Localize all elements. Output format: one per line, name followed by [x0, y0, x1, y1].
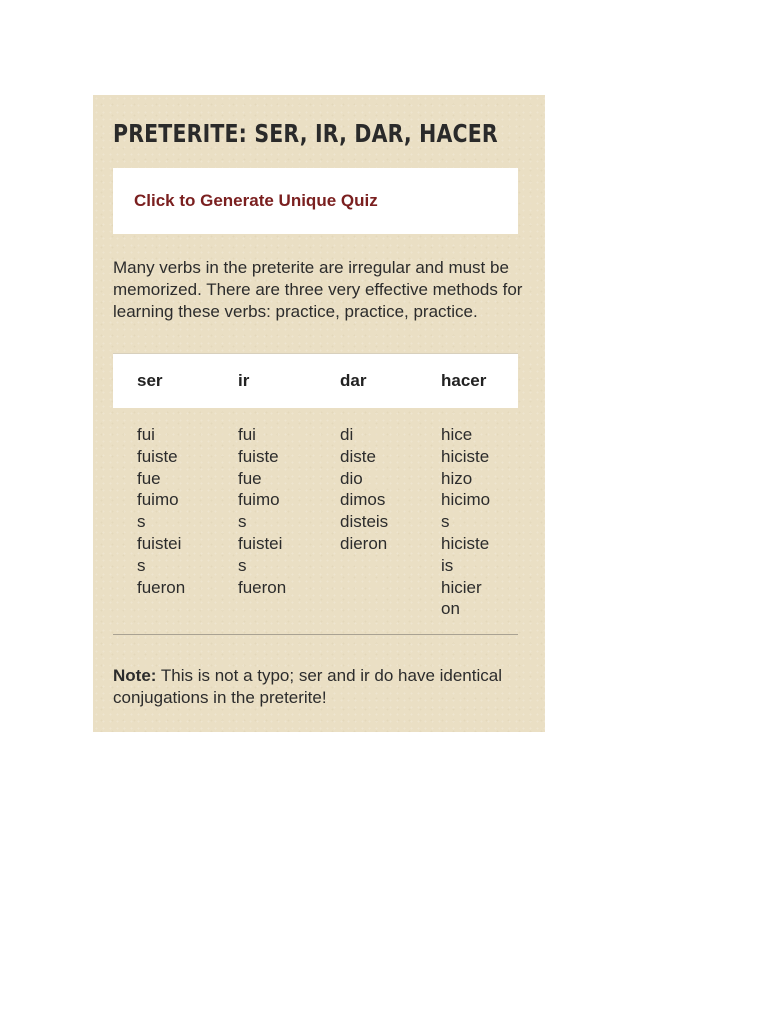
table-body [113, 408, 518, 634]
cell-dar-forms: di diste dio dimos disteis dieron [340, 425, 389, 553]
generate-quiz-link[interactable]: Click to Generate Unique Quiz [134, 191, 378, 210]
page-title: PRETERITE: SER, IR, DAR, HACER [113, 119, 498, 148]
cell-ser-forms: fui fuiste fue fuimo s fuistei s fueron [137, 425, 186, 597]
cell-ir-forms: fui fuiste fue fuimo s fuistei s fueron [238, 425, 287, 597]
note-text: This is not a typo; ser and ir do have identical conjugations in the preterite! [113, 666, 502, 707]
header-hacer: hacer [441, 371, 487, 390]
lesson-card [93, 95, 545, 732]
header-ir: ir [238, 371, 250, 390]
conjugation-table [113, 353, 518, 634]
table-header-row [113, 353, 518, 408]
note-paragraph [113, 665, 513, 709]
cell-hacer-forms: hice hiciste hizo hicimo s hiciste is hicier on [441, 425, 491, 619]
generate-quiz-box[interactable] [113, 168, 518, 234]
header-dar: dar [340, 371, 367, 390]
divider [113, 634, 518, 635]
note-label: Note: [113, 666, 157, 685]
intro-paragraph: Many verbs in the preterite are irregular and must be memorized. There are three very effective methods for learning these verbs: practice, practice, practice. [113, 258, 523, 321]
header-ser: ser [137, 371, 163, 390]
